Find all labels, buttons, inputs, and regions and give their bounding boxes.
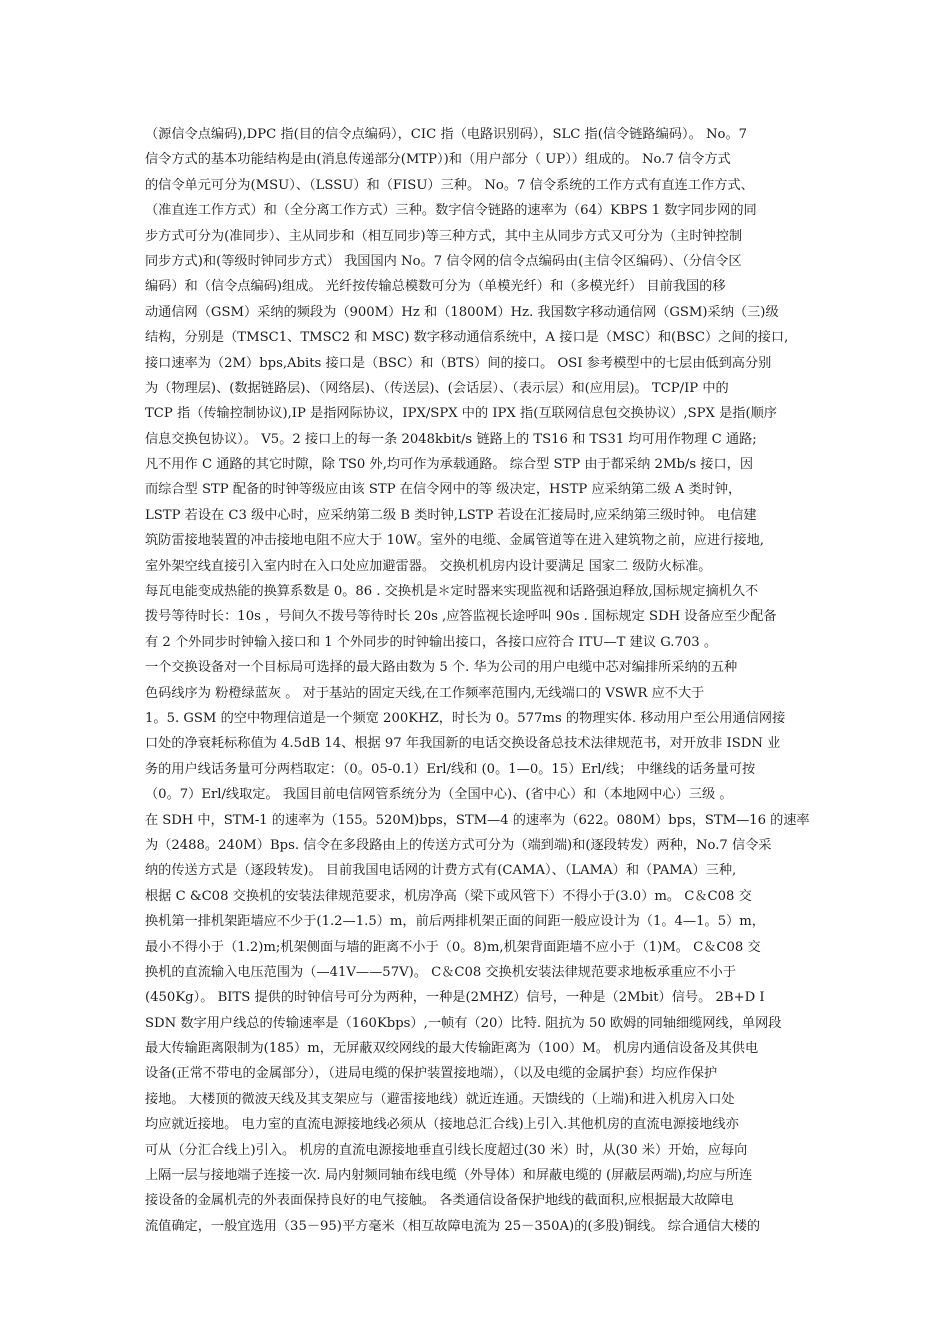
text-line: 流值确定，一般宜选用（35－95)平方毫米（相互故障电流为 25－350A)的(多股)铜线。 综合通信大楼的 <box>145 1218 761 1234</box>
text-line: 结构，分别是（TMSC1、TMSC2 和 MSC) 数字移动通信系统中，A 接口是（MSC）和(BSC）之间的接口, <box>145 330 789 346</box>
text-line: 设备(正常不带电的金属部分），（进局电缆的保护装置接地端），（以及电缆的金属护套）均应作保护 <box>145 1066 718 1082</box>
text-line: TCP 指（传输控制协议),IP 是指网际协议，IPX/SPX 中的 IPX 指(互联网信息包交换协议）,SPX 是指(顺序 <box>145 406 777 422</box>
text-line: 编码）和（信令点编码)组成。 光纤按传输总模数可分为（单模光纤）和（多模光纤） 目前我国的移 <box>145 279 726 295</box>
text-line: 信息交换包协议）。 V5。2 接口上的每一条 2048kbit/s 链路上的 TS16 和 TS31 均可用作物理 C 通路; <box>145 431 757 447</box>
text-line: （0。7）Erl/线取定。 我国目前电信网管系统分为（全国中心)、(省中心）和（本地网中心）三级 。 <box>145 787 733 803</box>
text-line: 换机的直流输入电压范围为（—41V——57V)。 C＆C08 交换机安装法律规范要求地板承重应不小于 <box>145 964 737 980</box>
text-line: 务的用户线话务量可分两档取定：（0。05-0.1）Erl/线和 (0。1—0。15）Erl/线； 中继线的话务量可按 <box>145 761 756 777</box>
text-line: 最大传输距离限制为(185）m，无屏蔽双绞网线的最大传输距离为（100）M。 机房内通信设备及其供电 <box>145 1041 759 1057</box>
text-line: 动通信网（GSM）采纳的频段为（900M）Hz 和（1800M）Hz. 我国数字移动通信网（GSM)采纳（三)级 <box>145 304 779 320</box>
text-line: 步方式可分为(准同步）、主从同步和（相互同步)等三种方式，其中主从同步方式又可分为（主时钟控制 <box>145 228 743 244</box>
text-line: （准直连工作方式）和（全分离工作方式）三种。数字信令链路的速率为（64）KBPS 1 数字同步网的同 <box>145 203 757 219</box>
text-line: 上隔一层与接地端子连接一次. 局内射频同轴布线电缆（外导体）和屏蔽电缆的 (屏蔽层两端),均应与所连 <box>145 1168 753 1184</box>
text-line: 拨号等待时长：10s ，号间久不拨号等待时长 20s ,应答监视长途呼叫 90s . 国标规定 SDH 设备应至少配备 <box>145 609 777 625</box>
text-line: 同步方式)和(等级时钟同步方式） 我国国内 No。7 信令网的信令点编码由(主信令区编码）、（分信令区 <box>145 253 742 269</box>
text-line: 的信令单元可分为(MSU）、（LSSU）和（FISU）三种。 No。7 信令系统的工作方式有直连工作方式、 <box>145 177 754 193</box>
text-line: 每瓦电能变成热能的换算系数是 0。86 . 交换机是＊定时器来实现监视和话路强迫释放,国标规定摘机久不 <box>145 584 759 600</box>
text-line: LSTP 若设在 C3 级中心时，应采纳第二级 B 类时钟,LSTP 若设在汇接局时,应采纳第三级时钟。 电信建 <box>145 507 757 523</box>
text-line: 筑防雷接地装置的冲击接地电阻不应大于 10W。室外的电缆、金属管道等在进入建筑物之前，应进行接地, <box>145 533 764 549</box>
body-text <box>145 122 810 1239</box>
text-line: 一个交换设备对一个目标局可选择的最大路由数为 5 个. 华为公司的用户电缆中芯对编排所采纳的五种 <box>145 660 738 676</box>
text-line: 为（物理层)、(数据链路层)、（网络层)、（传送层)、(会话层）、（表示层）和(应用层)。 TCP/IP 中的 <box>145 380 729 396</box>
text-line: 根据 C &C08 交换机的安装法律规范要求，机房净高（梁下或风管下）不得小于(3.0）m。 C＆C08 交 <box>145 888 752 904</box>
text-line: (450Kg）。 BITS 提供的时钟信号可分为两种，一种是(2MHZ）信号，一种是（2Mbit）信号。 2B+D I <box>145 990 765 1006</box>
text-line: 凡不用作 C 通路的其它时隙，除 TS0 外,均可作为承载通路。 综合型 STP 由于都采纳 2Mb/s 接口，因 <box>145 457 754 473</box>
text-line: 信令方式的基本功能结构是由(消息传递部分(MTP）)和（用户部分（ UP））组成的。 No.7 信令方式 <box>145 152 731 168</box>
text-line: 纳的传送方式是（逐段转发)。 目前我国电话网的计费方式有(CAMA）、（LAMA）和（PAMA）三种, <box>145 863 737 879</box>
text-line: 换机第一排机架距墙应不少于(1.2—1.5）m，前后两排机架正面的间距一般应设计为（1。4—1。5）m， <box>145 914 765 930</box>
text-line: 接口速率为（2M）bps,Abits 接口是（BSC）和（BTS）间的接口。 OSI 参考模型中的七层由低到高分别 <box>145 355 772 371</box>
text-line: 接设备的金属机壳的外表面保持良好的电气接触。 各类通信设备保护地线的截面积,应根据最大故障电 <box>145 1193 734 1209</box>
text-line: 而综合型 STP 配备的时钟等级应由该 STP 在信令网中的等 级决定，HSTP 应采纳第二级 A 类时钟， <box>145 482 742 498</box>
text-line: 口处的净衰耗标称值为 4.5dB 14、根据 97 年我国新的电话交换设备总技术法律规范书，对开放非 ISDN 业 <box>145 736 781 752</box>
text-line: 在 SDH 中，STM-1 的速率为（155。520M)bps，STM—4 的速率为（622。080M）bps，STM—16 的速率 <box>145 812 810 828</box>
text-line: （源信令点编码),DPC 指(目的信令点编码），CIC 指（电路识别码），SLC 指(信令链路编码）。 No。7 <box>145 127 748 142</box>
text-line: 均应就近接地。 电力室的直流电源接地线必须从（接地总汇合线)上引入.其他机房的直流电源接地线亦 <box>145 1117 739 1133</box>
text-line: 室外架空线直接引入室内时在入口处应加避雷器。 交换机机房内设计要满足 国家二 级防火标准。 <box>145 558 712 574</box>
text-line: 接地。 大楼顶的微波天线及其支架应与（避雷接地线）就近连通。天馈线的（上端)和进入机房入口处 <box>145 1091 735 1107</box>
text-line: 有 2 个外同步时钟输入接口和 1 个外同步的时钟输出接口，各接口应符合 ITU—T 建议 G.703 。 <box>145 634 718 650</box>
text-line: 1。5. GSM 的空中物理信道是一个频宽 200KHZ，时长为 0。577ms 的物理实体. 移动用户至公用通信网接 <box>145 710 786 726</box>
text-line: 可从（分汇合线上)引入。 机房的直流电源接地垂直引线长度超过(30 米）时，从(30 米）开始，应每向 <box>145 1142 748 1158</box>
text-line: 色码线序为 粉橙绿蓝灰 。 对于基站的固定天线,在工作频率范围内,无线端口的 VSWR 应不大于 <box>145 685 705 701</box>
text-line: 最小不得小于（1.2)m;机架侧面与墙的距离不小于（0。8)m,机架背面距墙不应小于（1)M。 C＆C08 交 <box>145 939 761 955</box>
text-line: SDN 数字用户线总的传输速率是（160Kbps）,一帧有（20）比特. 阻抗为 50 欧姆的同轴细缆网线，单网段 <box>145 1015 782 1031</box>
text-line: 为（2488。240M）Bps. 信令在多段路由上的传送方式可分为（端到端)和(逐段转发）两种，No.7 信令采 <box>145 837 772 853</box>
